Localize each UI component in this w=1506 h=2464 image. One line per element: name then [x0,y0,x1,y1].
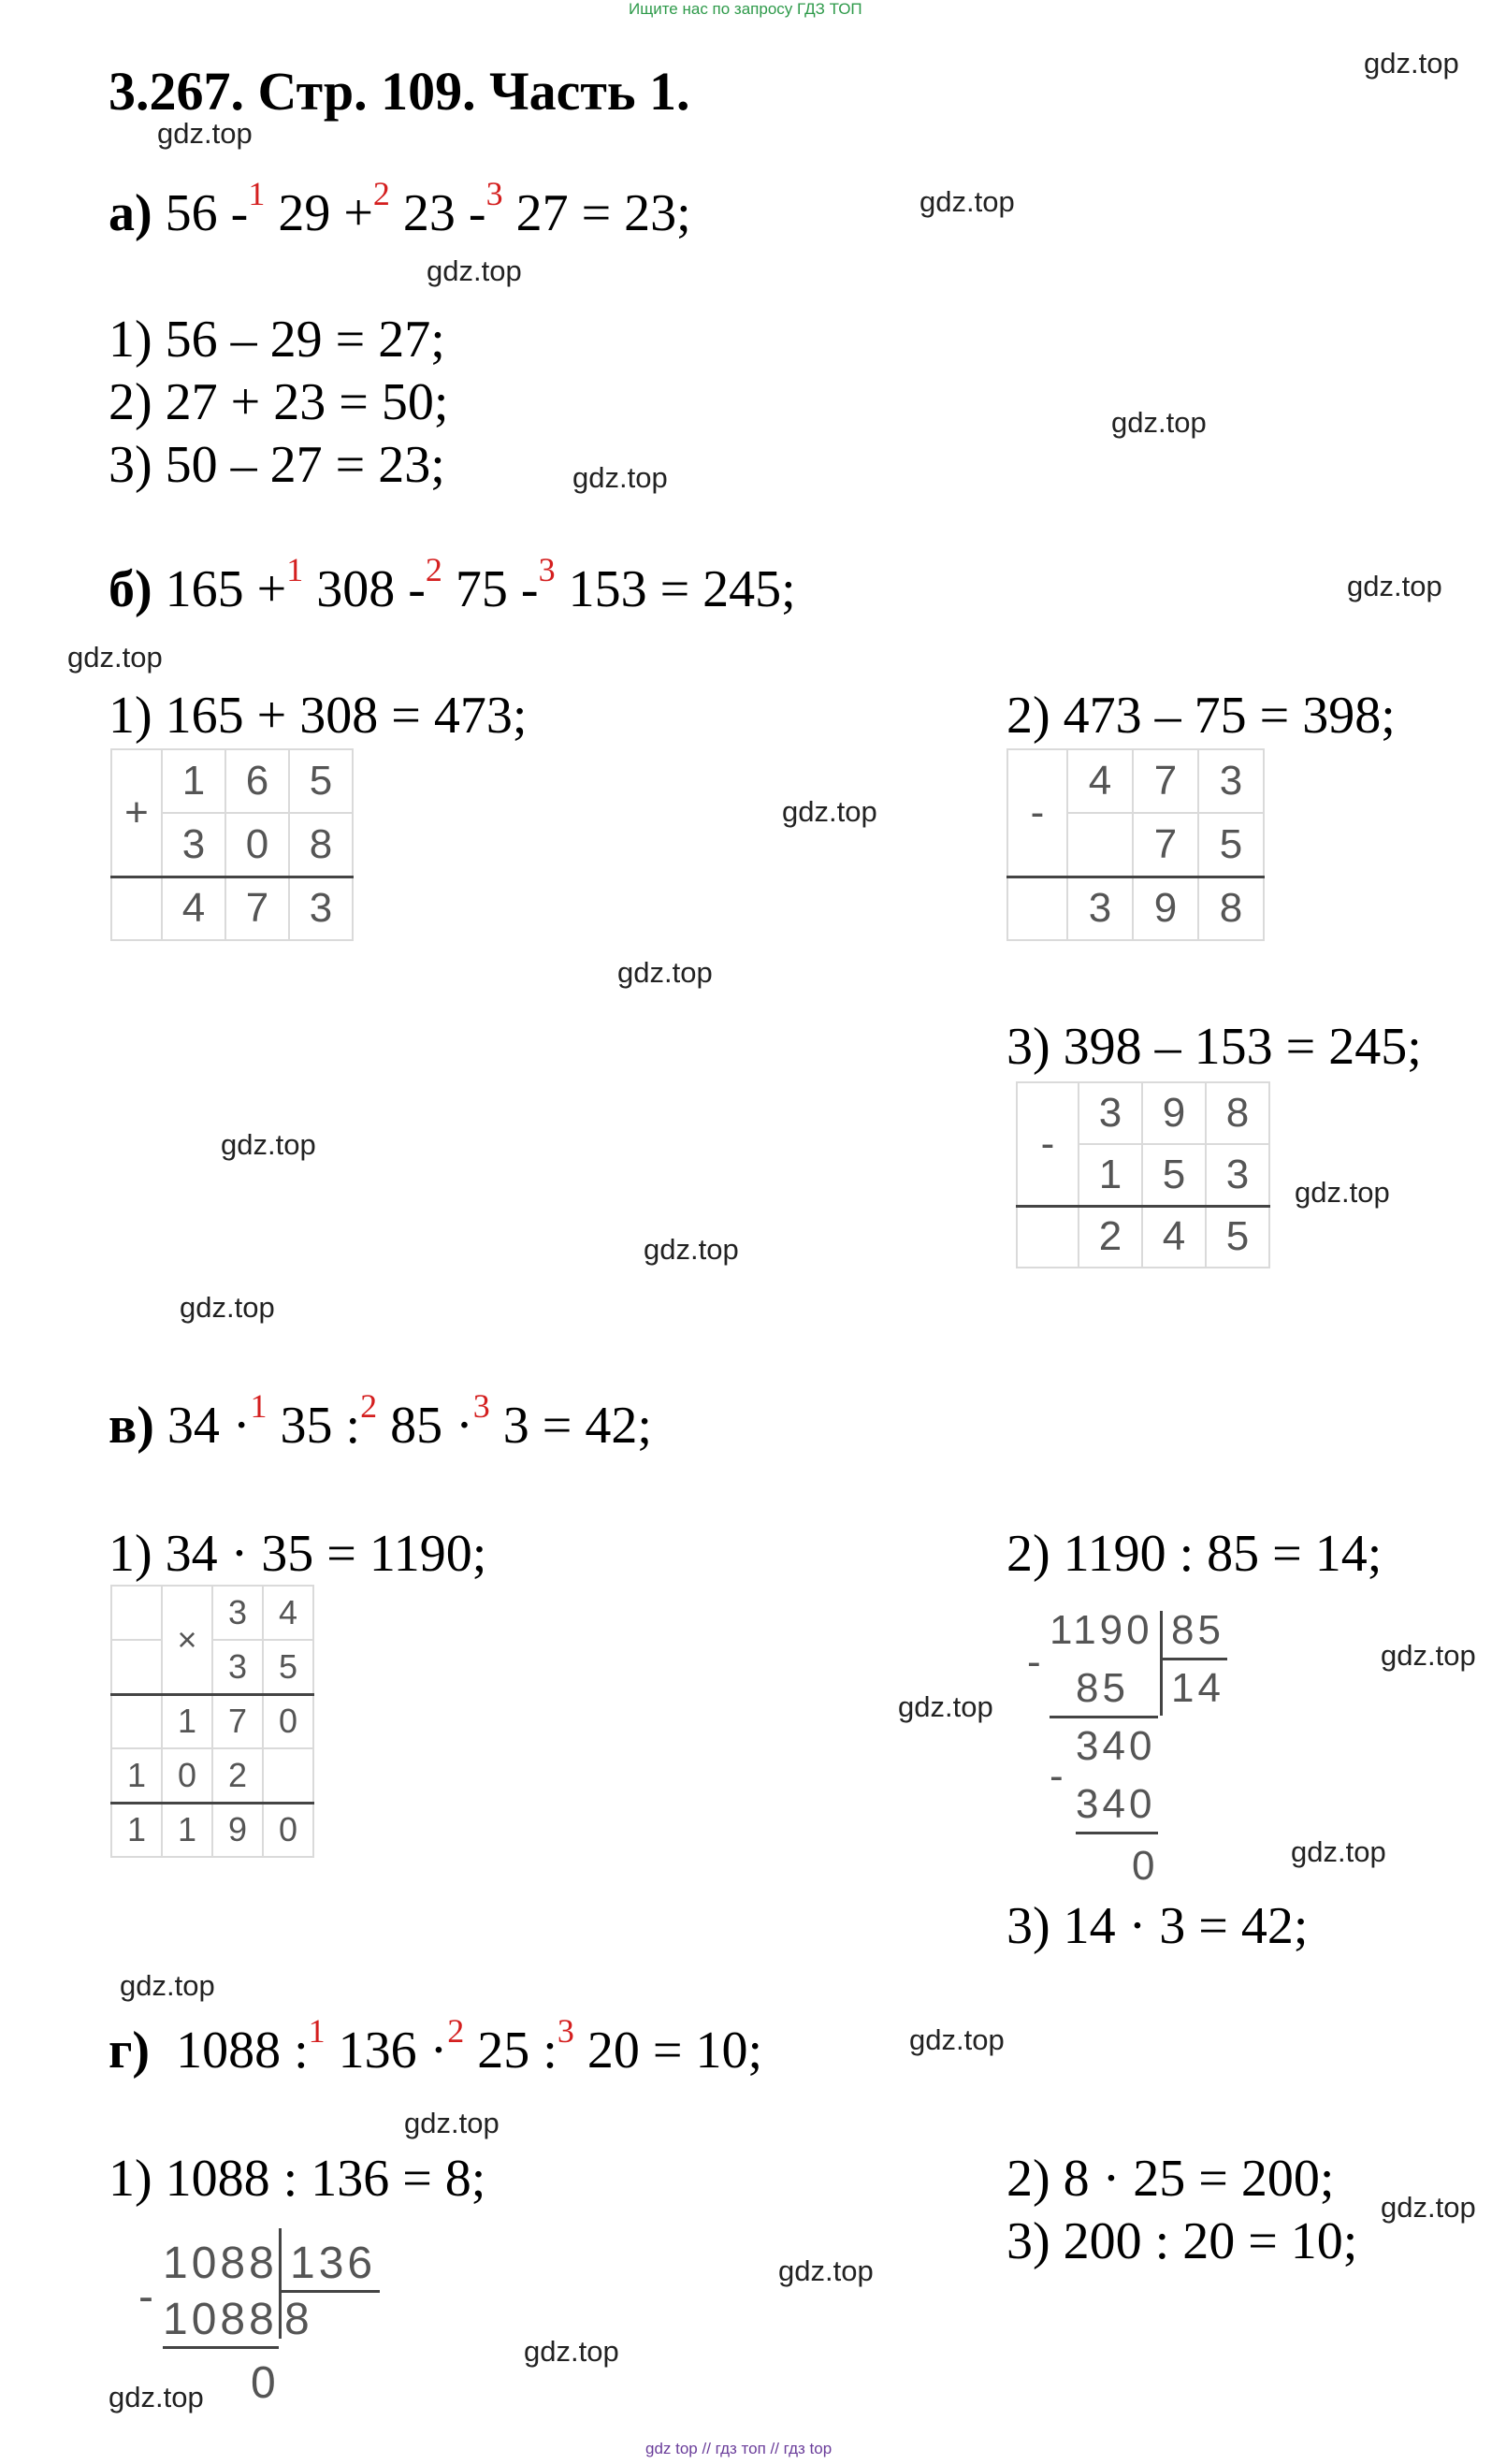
digit: 4 [1067,749,1133,813]
order-mark: 2 [372,175,390,212]
subtrahend: 85 [1076,1665,1129,1711]
digit: 1 [162,749,225,813]
watermark: gdz.top [1364,47,1459,80]
step-g2: 2) 8 · 25 = 200; [1006,2150,1335,2208]
watermark: gdz.top [920,185,1015,218]
digit: 3 [1206,1144,1269,1206]
watermark: gdz.top [427,254,522,287]
order-mark: 3 [485,175,503,212]
digit: 5 [263,1640,313,1694]
expression-v: в) 34 ·$^1$ 35 :$^2$ 85 ·$^3$ 3 = 42; [109,1387,652,1455]
minus-sign: - [1050,1753,1067,1799]
digit: 8 [1198,877,1264,940]
digit: 4 [263,1586,313,1640]
part-letter: б) [109,560,152,618]
digit: 3 [1067,877,1133,940]
dividend: 1088 [163,2239,278,2288]
digit [1067,813,1133,877]
watermark: gdz.top [404,2107,500,2139]
digit: 3 [1079,1082,1142,1144]
part-letter: а) [109,184,152,242]
digit: 7 [1133,813,1198,877]
digit: 5 [1142,1144,1206,1206]
column-addition [110,748,354,941]
step-a1: 1) 56 – 29 = 27; [109,311,445,369]
watermark: gdz.top [778,2254,874,2287]
plus-sign: + [111,749,162,877]
digit: 3 [212,1586,263,1640]
remainder: 0 [1132,1843,1159,1889]
step-v2: 2) 1190 : 85 = 14; [1006,1525,1383,1583]
step-v1: 1) 34 · 35 = 1190; [109,1525,487,1583]
order-mark: 1 [308,2012,326,2050]
digit: 8 [1206,1082,1269,1144]
order-mark: 2 [447,2012,465,2050]
minus-sign: - [1027,1639,1045,1685]
watermark: gdz.top [1381,1639,1476,1672]
expression-b: б) 165 +$^1$ 308 -$^2$ 75 -$^3$ 153 = 245; [109,551,796,618]
digit: 8 [289,813,353,877]
minus-sign: - [1007,749,1067,877]
part-letter: в) [109,1397,154,1455]
digit: 4 [1142,1206,1206,1268]
digit: 2 [1079,1206,1142,1268]
order-mark: 1 [286,551,304,588]
watermark: gdz.top [180,1291,275,1324]
order-mark: 3 [538,551,556,588]
watermark: gdz.top [617,956,713,989]
step-b1: 1) 165 + 308 = 473; [109,687,528,745]
dividend: 1190 [1050,1607,1153,1653]
watermark: gdz.top [157,117,253,150]
step-a2: 2) 27 + 23 = 50; [109,373,449,431]
remainder: 340 [1076,1723,1156,1769]
quotient: 14 [1171,1665,1224,1711]
watermark: gdz.top [1291,1835,1386,1868]
digit: 1 [162,1694,212,1748]
times-sign: × [162,1586,212,1694]
digit: 1 [111,1803,162,1857]
watermark: gdz.top [1381,2191,1476,2224]
watermark: gdz.top [524,2335,619,2368]
digit: 6 [225,749,289,813]
watermark: gdz.top [782,795,877,828]
step-g3: 3) 200 : 20 = 10; [1006,2212,1358,2270]
digit: 0 [263,1803,313,1857]
order-mark: 1 [250,1387,268,1425]
digit: 7 [1133,749,1198,813]
digit: 1 [111,1748,162,1803]
column-subtraction [1016,1081,1270,1268]
minus-sign: - [138,2272,157,2322]
digit: 7 [225,877,289,940]
watermark: gdz.top [1295,1176,1390,1209]
step-v3: 3) 14 · 3 = 42; [1006,1897,1309,1955]
page-title: 3.267. Стр. 109. Часть 1. [109,61,690,122]
order-mark: 3 [557,2012,574,2050]
column-multiplication [110,1585,314,1858]
watermark: gdz.top [67,641,163,674]
subtrahend: 340 [1076,1781,1156,1827]
watermark: gdz.top [221,1128,316,1161]
step-b2: 2) 473 – 75 = 398; [1006,687,1396,745]
watermark: gdz.top [909,2023,1005,2056]
digit: 9 [212,1803,263,1857]
step-g1: 1) 1088 : 136 = 8; [109,2150,486,2208]
digit: 0 [162,1748,212,1803]
part-letter: г) [109,2022,151,2080]
watermark: gdz.top [1111,406,1207,439]
digit: 9 [1133,877,1198,940]
step-b3: 3) 398 – 153 = 245; [1006,1018,1422,1076]
digit: 3 [162,813,225,877]
order-mark: 3 [472,1387,490,1425]
digit: 3 [1198,749,1264,813]
order-mark: 2 [425,551,442,588]
digit: 3 [212,1640,263,1694]
quotient: 8 [284,2295,313,2344]
digit: 9 [1142,1082,1206,1144]
order-mark: 2 [360,1387,378,1425]
digit: 7 [212,1694,263,1748]
digit: 1 [162,1803,212,1857]
column-subtraction [1006,748,1265,941]
search-banner[interactable]: Ищите нас по запросу ГДЗ ТОП [629,0,862,18]
expression-g: г) 1088 :$^1$ 136 ·$^2$ 25 :$^3$ 20 = 10; [109,2012,762,2080]
expression-a: а) 56 -$^1$ 29 +$^2$ 23 -$^3$ 27 = 23; [109,175,691,242]
divisor: 85 [1171,1607,1224,1653]
watermark: gdz.top [1347,570,1442,602]
digit: 5 [289,749,353,813]
footer-links[interactable]: gdz top // гдз топ // гдз top [645,2440,833,2457]
digit: 0 [263,1694,313,1748]
watermark: gdz.top [572,461,668,494]
remainder: 0 [251,2358,280,2408]
digit: 0 [225,813,289,877]
order-mark: 1 [248,175,266,212]
digit: 5 [1198,813,1264,877]
divisor: 136 [290,2239,377,2288]
subtrahend: 1088 [163,2295,278,2344]
minus-sign: - [1017,1082,1079,1206]
step-a3: 3) 50 – 27 = 23; [109,436,445,494]
digit: 4 [162,877,225,940]
digit: 3 [289,877,353,940]
watermark: gdz.top [109,2381,204,2413]
watermark: gdz.top [120,1969,215,2002]
watermark: gdz.top [898,1690,993,1723]
digit: 1 [1079,1144,1142,1206]
digit: 5 [1206,1206,1269,1268]
watermark: gdz.top [644,1233,739,1266]
digit: 2 [212,1748,263,1803]
